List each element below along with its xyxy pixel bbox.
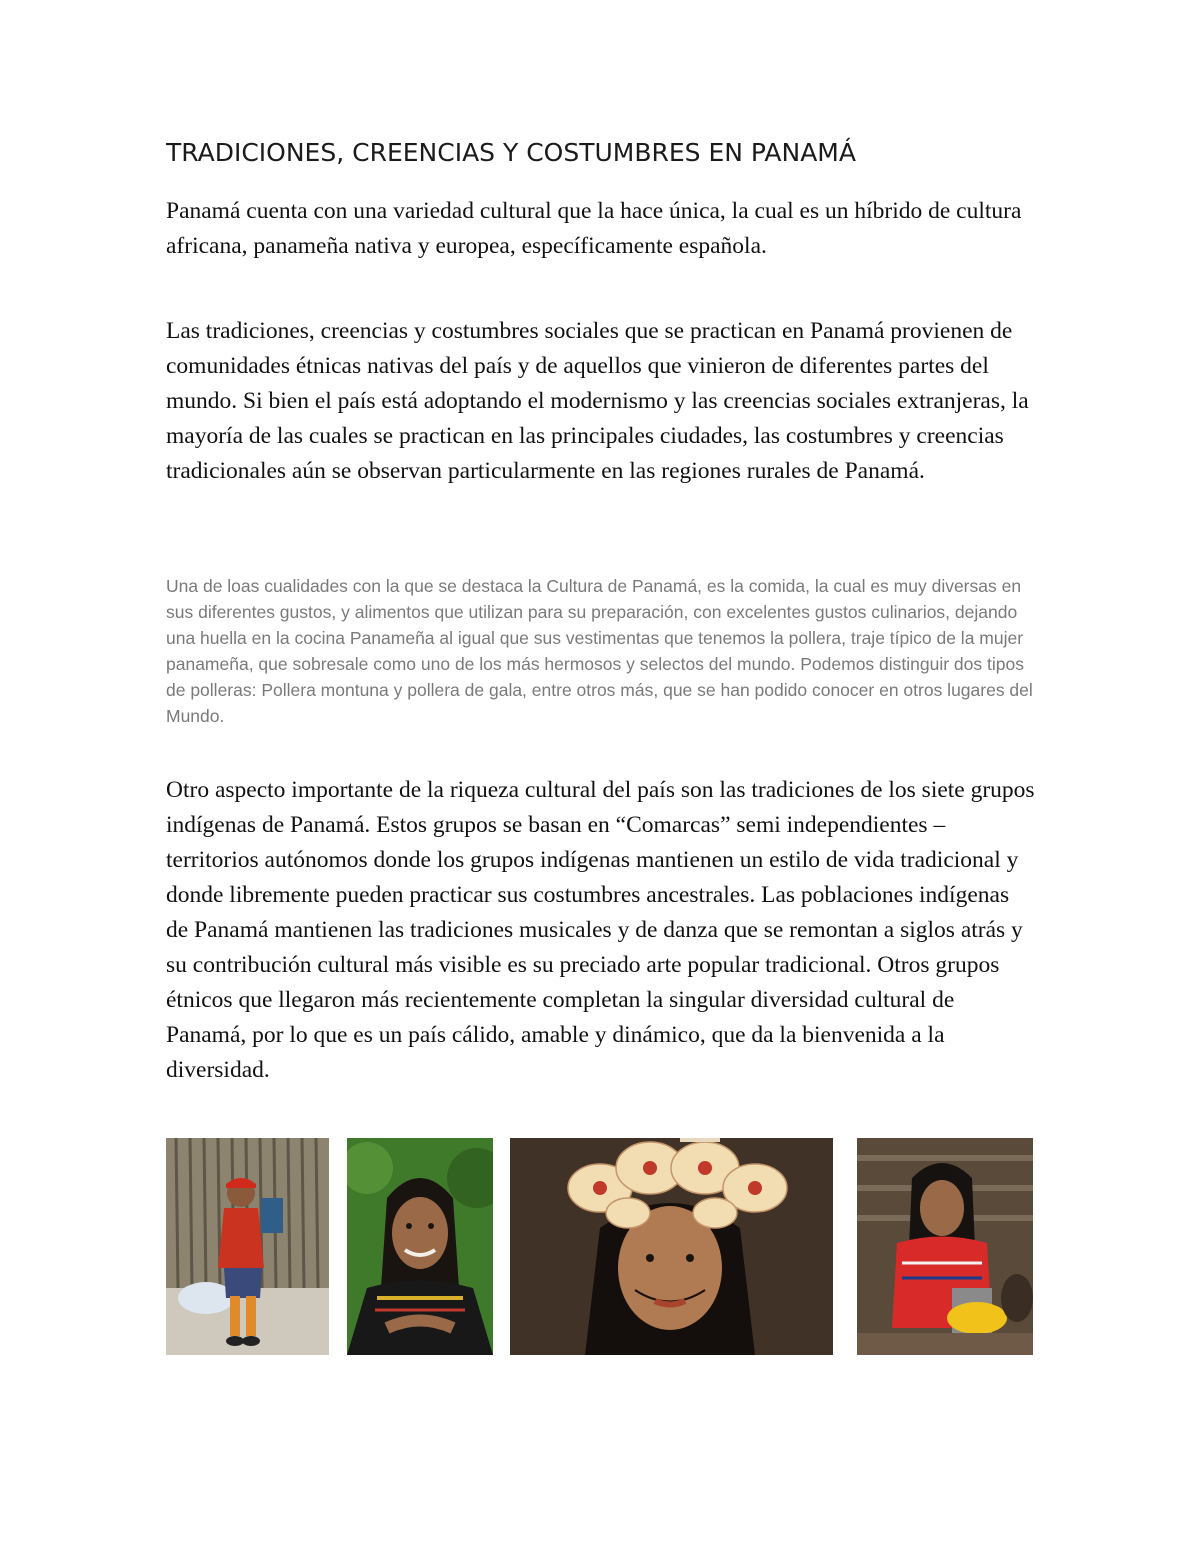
photo-smiling-girl xyxy=(347,1138,493,1355)
paragraph-food-and-pollera: Una de loas cualidades con la que se destaca la Cultura de Panamá, es la comida, la cual es muy diversas en sus diferentes gustos, y alimentos que utilizan para su preparación, con excelentes gustos culinarios, dejando una huella en la cocina Panameña al igual que sus vestimentas que tenemos la pollera, traje típico de la mujer panameña, que sobresale como uno de los más hermosos y selectos del mundo. Podemos distinguir dos tipos de polleras: Pollera montuna y pollera de gala, entre otros más, que se han podido conocer en otros lugares del Mundo. xyxy=(166,576,1033,726)
paragraph-indigenous-groups: Otro aspecto importante de la riqueza cultural del país son las tradiciones de los siete grupos indígenas de Panamá. Estos grupos se basan en “Comarcas” semi independientes – territorios autónomos donde los grupos indígenas mantienen un estilo de vida tradicional y donde libremente pueden practicar sus costumbres ancestrales. Las poblaciones indígenas de Panamá mantienen las tradiciones musicales y de danza que se remontan a siglos atrás y su contribución cultural más visible es su preciado arte popular tradicional. Otros grupos étnicos que llegaron más recientemente completan la singular diversidad cultural de Panamá, por lo que es un país cálido, amable y dinámico, que da la bienvenida a la diversidad. xyxy=(166,777,1035,1083)
document-title: TRADICIONES, CREENCIAS Y COSTUMBRES EN PANAMÁ xyxy=(166,138,856,167)
photo-girl-red-dress-grinding xyxy=(857,1138,1033,1355)
photo-girl-mola-dress xyxy=(166,1138,329,1355)
paragraph-traditions: Las tradiciones, creencias y costumbres sociales que se practican en Panamá provienen de comunidades étnicas nativas del país y de aquellos que vinieron de diferentes partes del mundo. Si bien el país está adoptando el modernismo y las creencias sociales extranjeras, la mayoría de las cuales se practican en las principales ciudades, las costumbres y creencias tradicionales aún se observan particularmente en las regiones rurales de Panamá. xyxy=(166,318,1029,484)
paragraph-intro: Panamá cuenta con una variedad cultural que la hace única, la cual es un híbrido de cultura africana, panameña nativa y europea, específicamente española. xyxy=(166,198,1022,259)
photo-girl-flower-headdress xyxy=(510,1138,833,1355)
